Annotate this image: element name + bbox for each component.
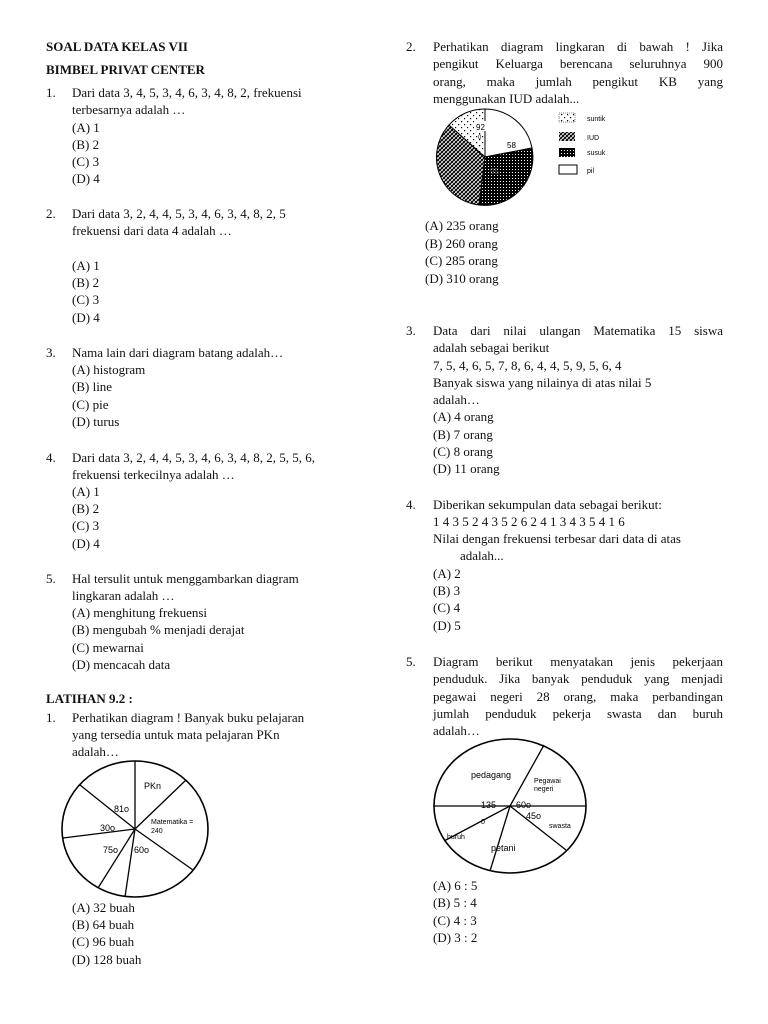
question-text: terbesarnya adalah … <box>72 102 186 117</box>
pie-label-degree: 0 <box>478 135 482 141</box>
option-a: (A) 235 orang <box>425 218 499 233</box>
option-a: (A) 4 orang <box>433 409 494 424</box>
jobs-pie-chart <box>430 738 590 878</box>
pie-label-degree: 0 <box>510 153 514 159</box>
pie-label-30: 30o <box>100 823 116 833</box>
question-text: Hal tersulit untuk menggambarkan diagram <box>72 571 299 586</box>
option-b: (B) 2 <box>72 137 100 152</box>
question-text: adalah… <box>433 723 480 738</box>
pie-label-95: 95 <box>490 167 499 176</box>
question-text: pengikut Keluarga berencana seluruhnya 900 <box>433 56 723 71</box>
option-c: (C) 96 buah <box>72 934 135 949</box>
pie-label-matematika: Matematika = <box>151 819 194 826</box>
option-b: (B) 5 : 4 <box>433 895 477 910</box>
kb-pie-legend <box>557 110 627 176</box>
option-b: (B) 2 <box>72 275 100 290</box>
question-number: 5. <box>406 654 416 669</box>
question-text: Diagram berikut menyatakan jenis pekerjaan <box>433 654 723 669</box>
pie-label-negeri: negeri <box>534 786 554 793</box>
pie-label-swasta: swasta <box>549 823 571 830</box>
option-a: (A) 6 : 5 <box>433 878 478 893</box>
question-text: adalah… <box>433 392 480 407</box>
pie-label-81: 81o <box>114 804 130 814</box>
question-text: jumlah penduduk pekerja swasta dan buruh <box>433 706 723 721</box>
question-text: frekuensi dari data 4 adalah … <box>72 223 232 238</box>
option-c: (C) 8 orang <box>433 444 493 459</box>
document-subtitle: BIMBEL PRIVAT CENTER <box>46 62 205 77</box>
question-text: adalah… <box>72 744 119 759</box>
legend-label: pil <box>587 168 595 175</box>
option-d: (D) turus <box>72 414 120 429</box>
question-text: Nama lain dari diagram batang adalah… <box>72 345 284 360</box>
question-text: frekuensi terkecilnya adalah … <box>72 467 235 482</box>
option-d: (D) 4 <box>72 310 100 325</box>
legend-swatch-susuk <box>559 148 575 157</box>
option-d: (D) 4 <box>72 171 100 186</box>
pie-label-75: 75o <box>103 845 119 855</box>
question-number: 1. <box>46 85 56 100</box>
pie-label-petani: petani <box>491 843 516 853</box>
option-c: (C) 4 : 3 <box>433 913 477 928</box>
legend-swatch-pil <box>559 165 577 174</box>
option-b: (B) mengubah % menjadi derajat <box>72 622 245 637</box>
pie-label-buruh: buruh <box>447 834 465 841</box>
section-heading: LATIHAN 9.2 : <box>46 691 133 706</box>
option-a: (A) 32 buah <box>72 900 135 915</box>
question-text: Banyak siswa yang nilainya di atas nilai 5 <box>433 375 652 390</box>
question-number: 2. <box>406 39 416 54</box>
option-b: (B) 3 <box>433 583 461 598</box>
option-c: (C) 3 <box>72 292 100 307</box>
pie-slice-susuk <box>479 148 533 205</box>
question-number: 3. <box>406 323 416 338</box>
option-a: (A) 1 <box>72 258 100 273</box>
question-number: 2. <box>46 206 56 221</box>
question-text: Dari data 3, 2, 4, 4, 5, 3, 4, 6, 3, 4, 8, 2, 5 <box>72 206 286 221</box>
question-text: menggunakan IUD adalah... <box>433 91 580 106</box>
option-d: (D) 4 <box>72 536 100 551</box>
question-text: Diberikan sekumpulan data sebagai berikut: <box>433 497 662 512</box>
option-c: (C) 3 <box>72 154 100 169</box>
question-text: Dari data 3, 2, 4, 4, 5, 3, 4, 6, 3, 4, 8, 2, 5, 5, 6, <box>72 450 316 465</box>
pie-label-degree: 0 <box>481 819 485 826</box>
pie-label-matematika-value: 240 <box>151 828 163 835</box>
question-text: yang tersedia untuk mata pelajaran PKn <box>72 727 280 742</box>
option-a: (A) 1 <box>72 120 100 135</box>
option-a: (A) histogram <box>72 362 146 377</box>
pie-label-92: 92 <box>476 123 485 132</box>
question-text: Nilai dengan frekuensi terbesar dari data di atas <box>433 531 681 546</box>
question-text: pegawai negeri 28 orang, maka perbandingan <box>433 689 723 704</box>
pie-label-pedagang: pedagang <box>471 770 512 780</box>
option-c: (C) 4 <box>433 600 461 615</box>
legend-label: IUD <box>587 135 600 142</box>
option-d: (D) 5 <box>433 618 461 633</box>
legend-label: susuk <box>587 150 606 157</box>
option-b: (B) 64 buah <box>72 917 135 932</box>
option-c: (C) mewarnai <box>72 640 144 655</box>
option-a: (A) 1 <box>72 484 100 499</box>
kb-pie-chart <box>430 108 540 206</box>
option-d: (D) 128 buah <box>72 952 142 967</box>
legend-swatch-suntik <box>559 113 575 122</box>
question-text: lingkaran adalah … <box>72 588 175 603</box>
option-a: (A) 2 <box>433 566 461 581</box>
data-values: 7, 5, 4, 6, 5, 7, 8, 6, 4, 4, 5, 9, 5, 6, 4 <box>433 358 622 373</box>
option-b: (B) line <box>72 379 113 394</box>
option-a: (A) menghitung frekuensi <box>72 605 208 620</box>
option-b: (B) 7 orang <box>433 427 493 442</box>
question-number: 5. <box>46 571 56 586</box>
pie-label-pkn: PKn <box>144 781 162 791</box>
question-text: Dari data 3, 4, 5, 3, 4, 6, 3, 4, 8, 2, frekuensi <box>72 85 302 100</box>
pie-label-45: 45o <box>526 811 542 821</box>
option-c: (C) 285 orang <box>425 253 498 268</box>
question-text: Data dari nilai ulangan Matematika 15 siswa <box>433 323 723 338</box>
question-number: 1. <box>46 710 56 725</box>
option-c: (C) pie <box>72 397 109 412</box>
data-values: 1 4 3 5 2 4 3 5 2 6 2 4 1 3 4 3 5 4 1 6 <box>433 514 625 529</box>
option-b: (B) 2 <box>72 501 100 516</box>
option-d: (D) 3 : 2 <box>433 930 478 945</box>
option-c: (C) 3 <box>72 518 100 533</box>
legend-label: suntik <box>587 116 606 123</box>
pie-label-60: 60o <box>134 845 150 855</box>
pie-label-60: 60o <box>516 800 532 810</box>
option-d: (D) mencacah data <box>72 657 171 672</box>
question-text: orang, maka jumlah pengikut KB yang <box>433 74 723 89</box>
question-number: 4. <box>46 450 56 465</box>
option-b: (B) 260 orang <box>425 236 498 251</box>
question-text: adalah sebagai berikut <box>433 340 550 355</box>
pie-label-pegawai: Pegawai <box>534 778 561 785</box>
books-pie-chart <box>58 758 212 900</box>
question-text: adalah... <box>460 548 504 563</box>
pie-label-135: 135 <box>481 800 497 810</box>
question-text: Perhatikan diagram lingkaran di bawah ! Jika <box>433 39 723 54</box>
pie-label-58: 58 <box>507 141 516 150</box>
option-d: (D) 11 orang <box>433 461 500 476</box>
question-text: Perhatikan diagram ! Banyak buku pelajaran <box>72 710 305 725</box>
option-d: (D) 310 orang <box>425 271 499 286</box>
question-text: penduduk. Jika banyak penduduk yang menjadi <box>433 671 723 686</box>
question-number: 3. <box>46 345 56 360</box>
legend-swatch-iud <box>559 132 575 141</box>
question-number: 4. <box>406 497 416 512</box>
document-title: SOAL DATA KELAS VII <box>46 39 188 54</box>
